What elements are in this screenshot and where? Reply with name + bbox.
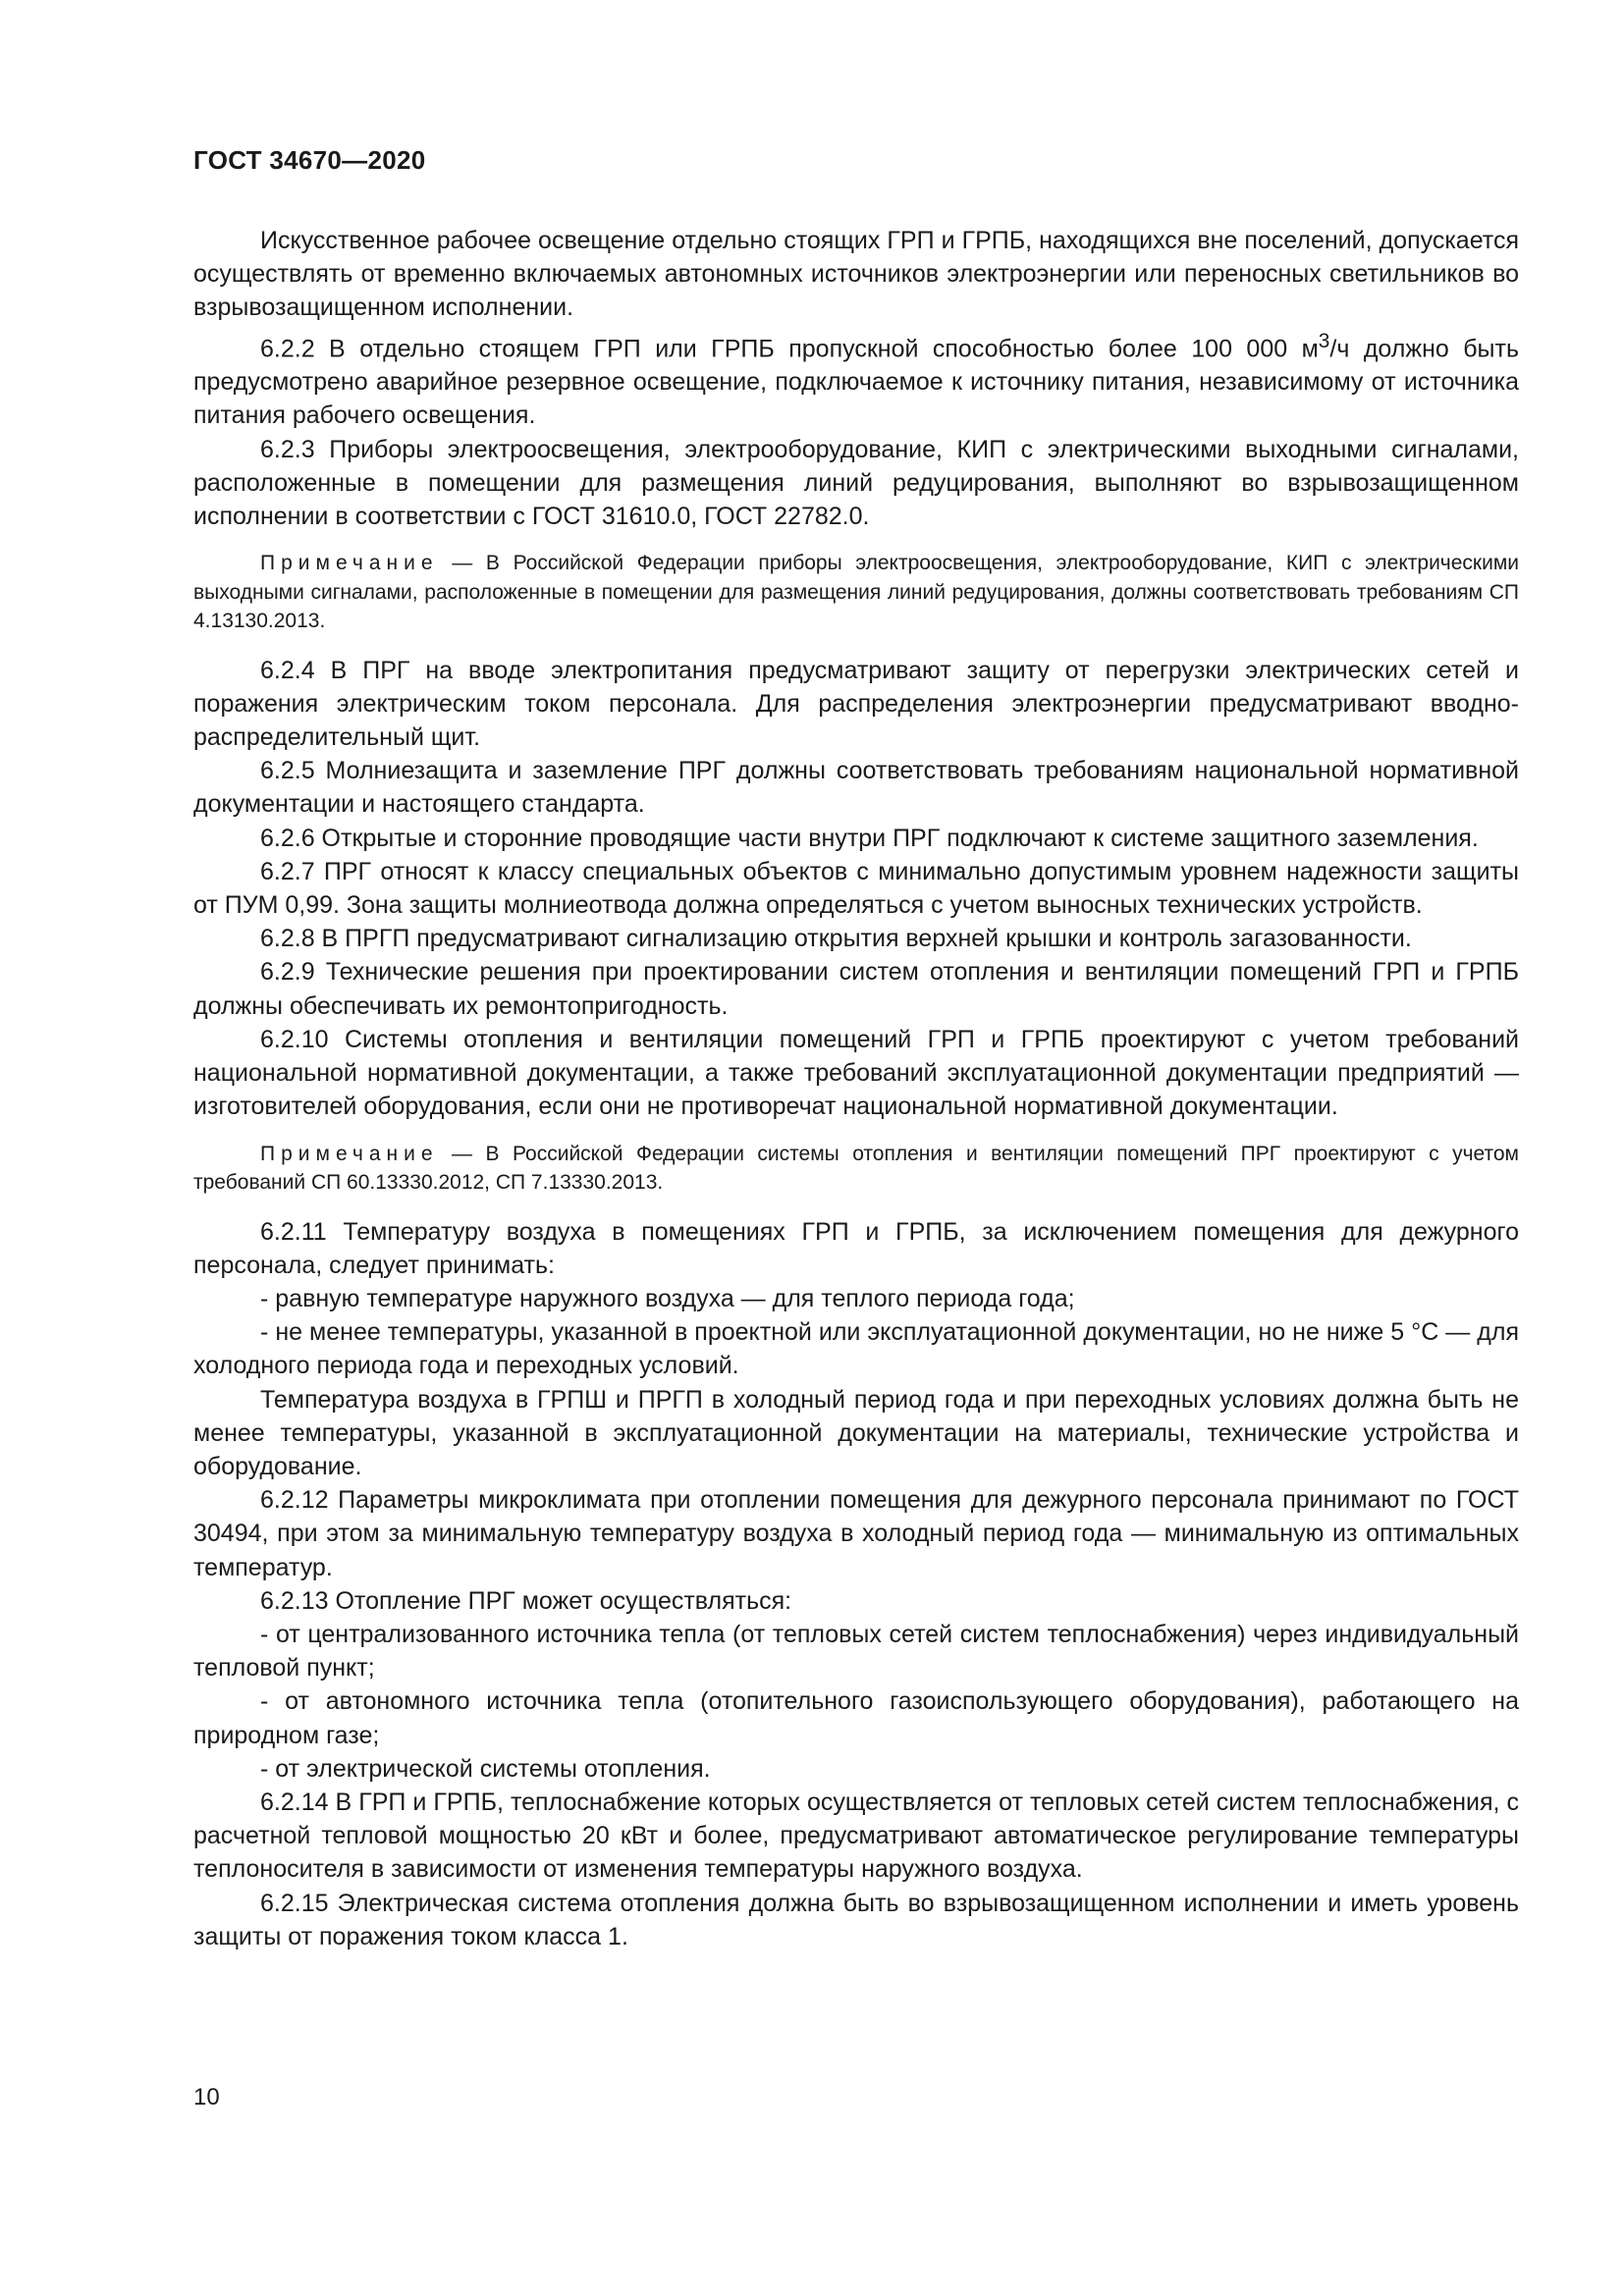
paragraph-6-2-11-continued: Температура воздуха в ГРПШ и ПРГП в холодный период года и при переходных условиях должна быть не менее температуры, указанной в эксплуатационной документации на материалы, технические устройства и оборудование. bbox=[193, 1385, 1519, 1480]
paragraph-6-2-9: 6.2.9 Технические решения при проектировании систем отопления и вентиляции помещений ГРП и ГРПБ должны обеспечивать их ремонтопригодность. bbox=[193, 958, 1519, 1020]
paragraph-6-2-4: 6.2.4 В ПРГ на вводе электропитания предусматривают защиту от перегрузки электрических сетей и поражения электрическим током персонала. Для распределения электроэнергии предусматривают вводно-распределительный щит. bbox=[193, 656, 1519, 752]
note-label: Примечание bbox=[260, 552, 439, 575]
page-number: 10 bbox=[193, 2084, 220, 2110]
list-item: - не менее температуры, указанной в проектной или эксплуатационной документации, но не ниже 5 °С — для холодного периода года и переходных условий. bbox=[193, 1318, 1519, 1380]
paragraph-6-2-8: 6.2.8 В ПРГП предусматривают сигнализацию открытия верхней крышки и контроль загазованности. bbox=[260, 925, 1412, 953]
paragraph-6-2-3: 6.2.3 Приборы электроосвещения, электрооборудование, КИП с электрическими выходными сигналами, расположенные в помещении для размещения линий редуцирования, выполняют во взрывозащищенном исполнении в соответствии с ГОСТ 31610.0, ГОСТ 22782.0. bbox=[193, 435, 1519, 530]
paragraph-6-2-7: 6.2.7 ПРГ относят к классу специальных объектов с минимально допустимым уровнем надежности защиты от ПУМ 0,99. Зона защиты молниеотвода должна определяться с учетом выносных технических устройств. bbox=[193, 857, 1519, 920]
note-text: — В Российской Федерации приборы электроосвещения, электрооборудование, КИП с электрическими выходными сигналами, расположенные в помещении для размещения линий редуцирования, должны соответствовать требованиям СП 4.13130.2013. bbox=[193, 552, 1519, 633]
note-text: — В Российской Федерации системы отопления и вентиляции помещений ПРГ проектируют с учетом требований СП 60.13330.2012, СП 7.13330.2013. bbox=[193, 1142, 1519, 1194]
list-item: - равную температуре наружного воздуха — для теплого периода года; bbox=[260, 1284, 1075, 1312]
paragraph-6-2-6: 6.2.6 Открытые и сторонние проводящие части внутри ПРГ подключают к системе защитного заземления. bbox=[260, 824, 1479, 852]
paragraph-6-2-13: 6.2.13 Отопление ПРГ может осуществляться: bbox=[260, 1586, 792, 1615]
paragraph-6-2-2 bbox=[193, 325, 1519, 433]
note-label: Примечание bbox=[260, 1142, 439, 1165]
paragraph-6-2-5: 6.2.5 Молниезащита и заземление ПРГ должны соответствовать требованиям национальной нормативной документации и настоящего стандарта. bbox=[193, 757, 1519, 819]
list-item: - от электрической системы отопления. bbox=[260, 1754, 711, 1783]
note-1 bbox=[193, 549, 1519, 636]
list-item: - от централизованного источника тепла (от тепловых сетей систем теплоснабжения) через индивидуальный тепловой пункт; bbox=[193, 1620, 1519, 1682]
paragraph-6-2-2-text-b: /ч должно быть предусмотрено аварийное резервное освещение, подключаемое к источнику питания, независимому от источника питания рабочего освещения. bbox=[193, 334, 1520, 430]
note-2 bbox=[193, 1140, 1519, 1198]
paragraph-6-2-14: 6.2.14 В ГРП и ГРПБ, теплоснабжение которых осуществляется от тепловых сетей систем теплоснабжения, с расчетной тепловой мощностью 20 кВт и более, предусматривают автоматическое регулирование температуры теплоносителя в зависимости от изменения температуры наружного воздуха. bbox=[193, 1788, 1519, 1884]
document-header: ГОСТ 34670—2020 bbox=[193, 145, 426, 175]
paragraph-6-2-10: 6.2.10 Системы отопления и вентиляции помещений ГРП и ГРПБ проектируют с учетом требований национальной нормативной документации, а также требований эксплуатационной документации предприятий — изготовителей оборудования, если они не противоречат национальной нормативной документации. bbox=[193, 1025, 1519, 1121]
paragraph-6-2-12: 6.2.12 Параметры микроклимата при отоплении помещения для дежурного персонала принимают по ГОСТ 30494, при этом за минимальную температуру воздуха в холодный период года — минимальную из оптимальных температур. bbox=[193, 1486, 1519, 1581]
paragraph-lighting: Искусственное рабочее освещение отдельно стоящих ГРП и ГРПБ, находящихся вне поселений, допускается осуществлять от временно включаемых автономных источников электроэнергии или переносных светильников во взрывозащищенном исполнении. bbox=[193, 227, 1519, 322]
paragraph-6-2-15: 6.2.15 Электрическая система отопления должна быть во взрывозащищенном исполнении и иметь уровень защиты от поражения током класса 1. bbox=[193, 1889, 1519, 1950]
paragraph-6-2-11: 6.2.11 Температуру воздуха в помещениях ГРП и ГРПБ, за исключением помещения для дежурного персонала, следует принимать: bbox=[193, 1217, 1519, 1279]
list-item: - от автономного источника тепла (отопительного газоиспользующего оборудования), работающего на природном газе; bbox=[193, 1687, 1519, 1749]
document-body bbox=[193, 224, 1519, 1953]
paragraph-6-2-2-text-a: 6.2.2 В отдельно стоящем ГРП или ГРПБ пропускной способностью более 100 000 м bbox=[260, 334, 1319, 362]
superscript: 3 bbox=[1318, 329, 1330, 352]
